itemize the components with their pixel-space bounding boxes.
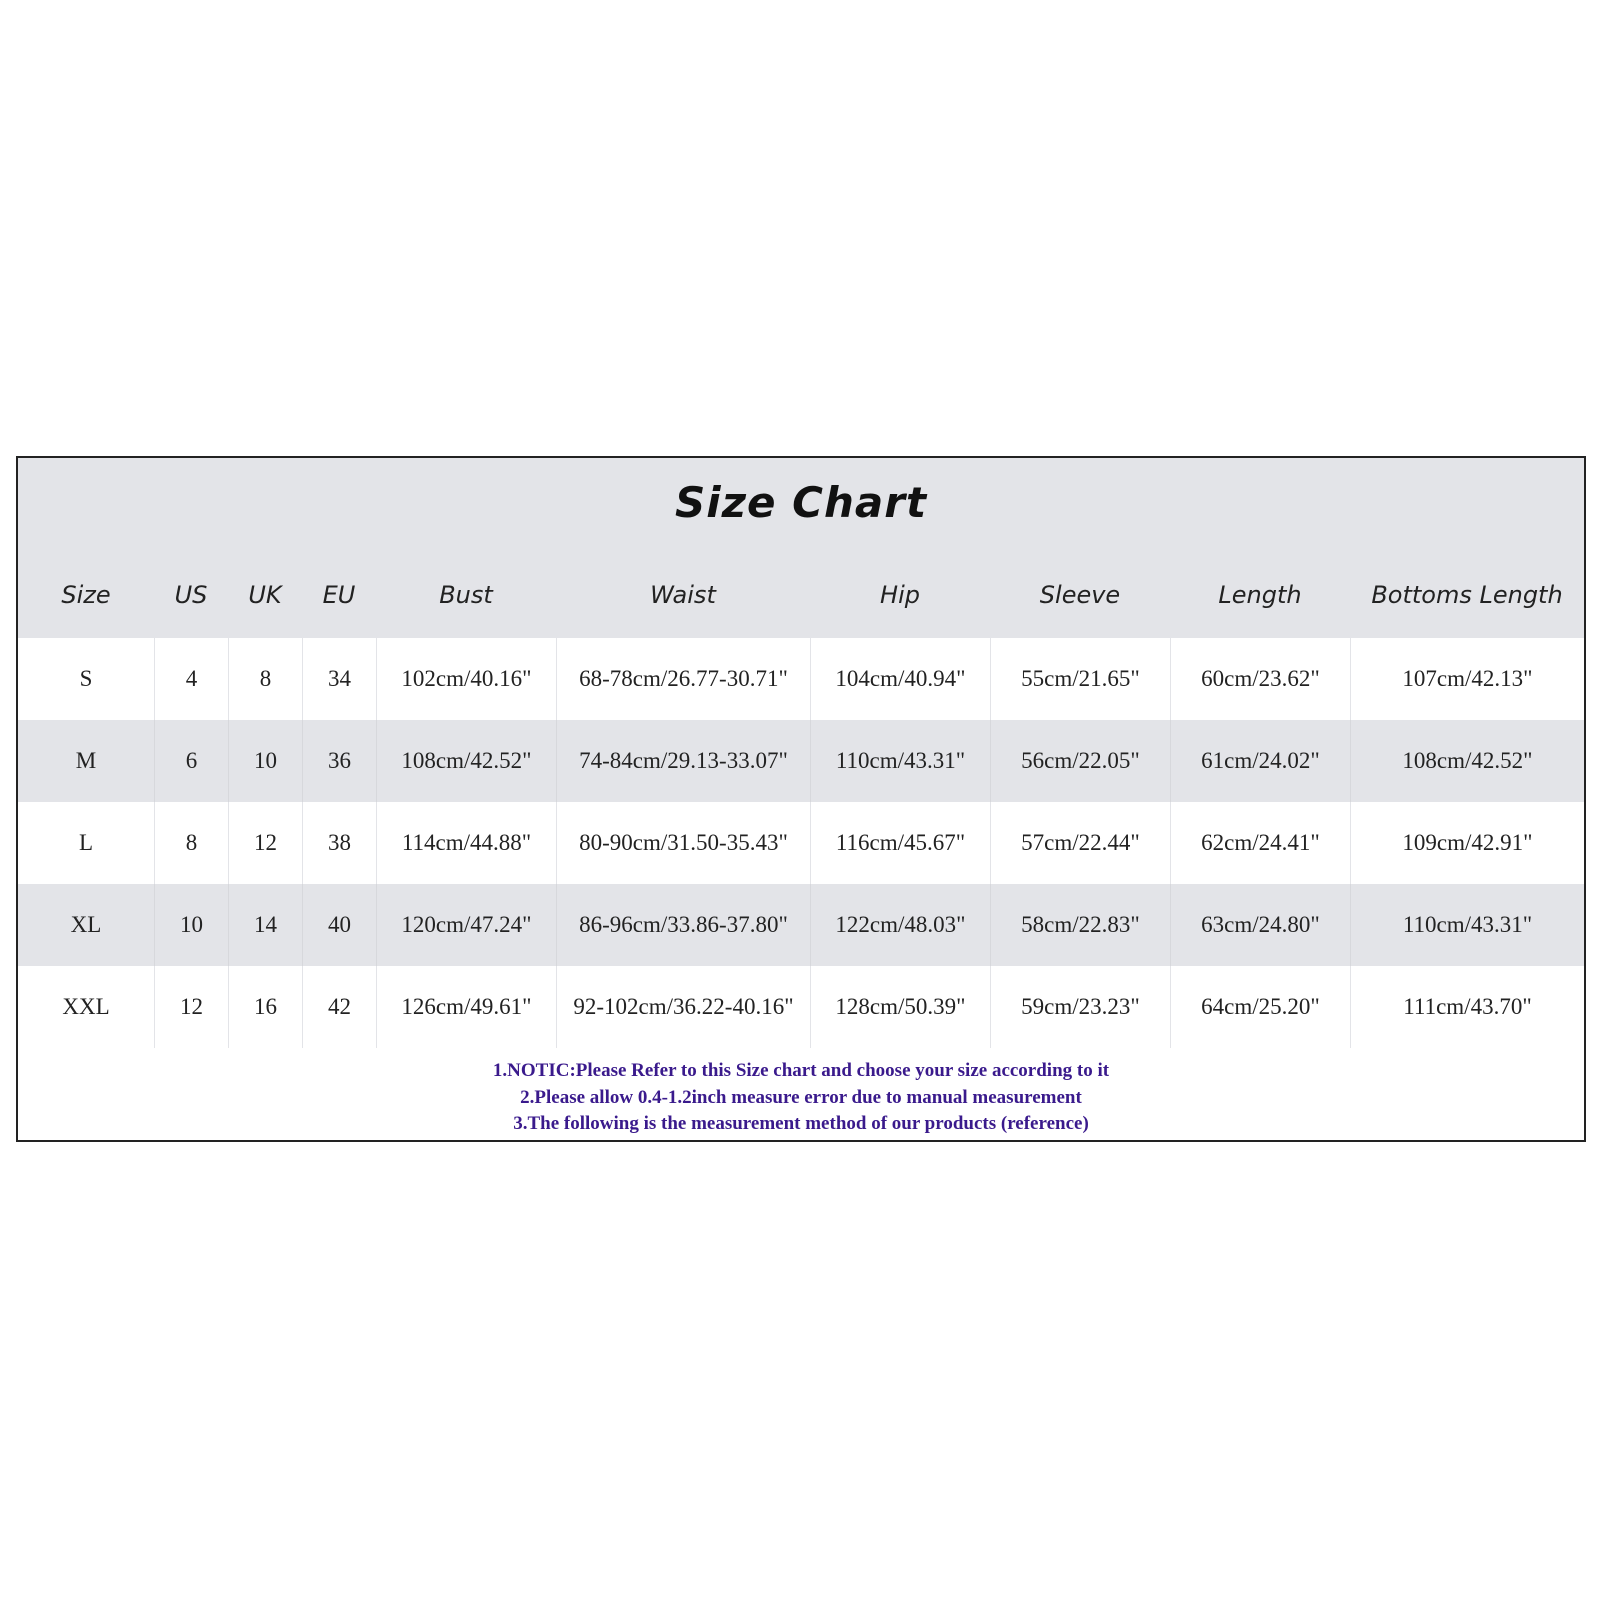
table-cell: 62cm/24.41" xyxy=(1170,802,1350,884)
table-cell: 16 xyxy=(228,966,302,1048)
table-cell: 12 xyxy=(154,966,228,1048)
table-cell: 61cm/24.02" xyxy=(1170,720,1350,802)
table-row-xl xyxy=(18,884,1584,966)
table-cell: 104cm/40.94" xyxy=(810,638,990,720)
measurement-notes xyxy=(18,1058,1584,1138)
table-cell: 57cm/22.44" xyxy=(990,802,1170,884)
table-cell: S xyxy=(79,666,93,691)
table-cell: 8 xyxy=(154,802,228,884)
table-cell: 42 xyxy=(302,966,376,1048)
table-cell: 59cm/23.23" xyxy=(990,966,1170,1048)
table-cell: 56cm/22.05" xyxy=(990,720,1170,802)
table-cell: 12 xyxy=(228,802,302,884)
table-cell: 63cm/24.80" xyxy=(1170,884,1350,966)
column-header-waist: Waist xyxy=(650,581,716,609)
table-cell: 14 xyxy=(228,884,302,966)
table-row-xxl xyxy=(18,966,1584,1048)
table-cell: XL xyxy=(70,912,102,937)
table-cell: 4 xyxy=(154,638,228,720)
column-header-us: US xyxy=(174,581,208,609)
table-cell: 114cm/44.88" xyxy=(376,802,556,884)
column-header-bottoms-length: Bottoms Length xyxy=(1371,581,1563,609)
table-cell: 108cm/42.52" xyxy=(376,720,556,802)
table-cell: 120cm/47.24" xyxy=(376,884,556,966)
table-cell: 92-102cm/36.22-40.16" xyxy=(556,966,810,1048)
table-cell: 86-96cm/33.86-37.80" xyxy=(556,884,810,966)
table-cell: L xyxy=(78,830,94,855)
table-cell: 10 xyxy=(228,720,302,802)
table-cell: 6 xyxy=(154,720,228,802)
table-row-l xyxy=(18,802,1584,884)
table-cell: 34 xyxy=(302,638,376,720)
table-cell: 111cm/43.70" xyxy=(1350,966,1584,1048)
chart-header xyxy=(18,458,1584,638)
table-cell: 102cm/40.16" xyxy=(376,638,556,720)
table-cell: 10 xyxy=(154,884,228,966)
table-cell: 8 xyxy=(228,638,302,720)
table-cell: XXL xyxy=(62,994,110,1019)
note-line: 3.The following is the measurement method of our products (reference) xyxy=(513,1113,1089,1134)
table-row-s xyxy=(18,638,1584,720)
table-cell: 116cm/45.67" xyxy=(810,802,990,884)
table-cell: 55cm/21.65" xyxy=(990,638,1170,720)
note-line: 1.NOTIC:Please Refer to this Size chart and choose your size according to it xyxy=(492,1060,1110,1081)
table-cell: 74-84cm/29.13-33.07" xyxy=(556,720,810,802)
column-header-row xyxy=(18,570,1584,620)
column-header-size: Size xyxy=(61,581,111,609)
column-header-uk: UK xyxy=(248,581,282,609)
table-cell: 36 xyxy=(302,720,376,802)
column-header-length: Length xyxy=(1218,581,1302,609)
table-cell: 128cm/50.39" xyxy=(810,966,990,1048)
table-cell: 60cm/23.62" xyxy=(1170,638,1350,720)
table-cell: 109cm/42.91" xyxy=(1350,802,1584,884)
table-cell: 58cm/22.83" xyxy=(990,884,1170,966)
table-cell: 64cm/25.20" xyxy=(1170,966,1350,1048)
chart-title: Size Chart xyxy=(674,478,928,527)
size-chart xyxy=(16,456,1586,1142)
table-cell: 80-90cm/31.50-35.43" xyxy=(556,802,810,884)
table-cell: 110cm/43.31" xyxy=(810,720,990,802)
table-cell: 40 xyxy=(302,884,376,966)
column-header-eu: EU xyxy=(322,581,356,609)
table-cell: 122cm/48.03" xyxy=(810,884,990,966)
note-line: 2.Please allow 0.4-1.2inch measure error due to manual measurement xyxy=(520,1086,1082,1108)
table-cell: 110cm/43.31" xyxy=(1350,884,1584,966)
table-cell: 107cm/42.13" xyxy=(1350,638,1584,720)
table-cell: 68-78cm/26.77-30.71" xyxy=(556,638,810,720)
table-cell: M xyxy=(75,748,97,773)
table-cell: 126cm/49.61" xyxy=(376,966,556,1048)
column-header-bust: Bust xyxy=(439,581,493,609)
column-header-sleeve: Sleeve xyxy=(1039,581,1121,609)
table-cell: 108cm/42.52" xyxy=(1350,720,1584,802)
table-row-m xyxy=(18,720,1584,802)
table-cell: 38 xyxy=(302,802,376,884)
column-header-hip: Hip xyxy=(880,581,920,609)
